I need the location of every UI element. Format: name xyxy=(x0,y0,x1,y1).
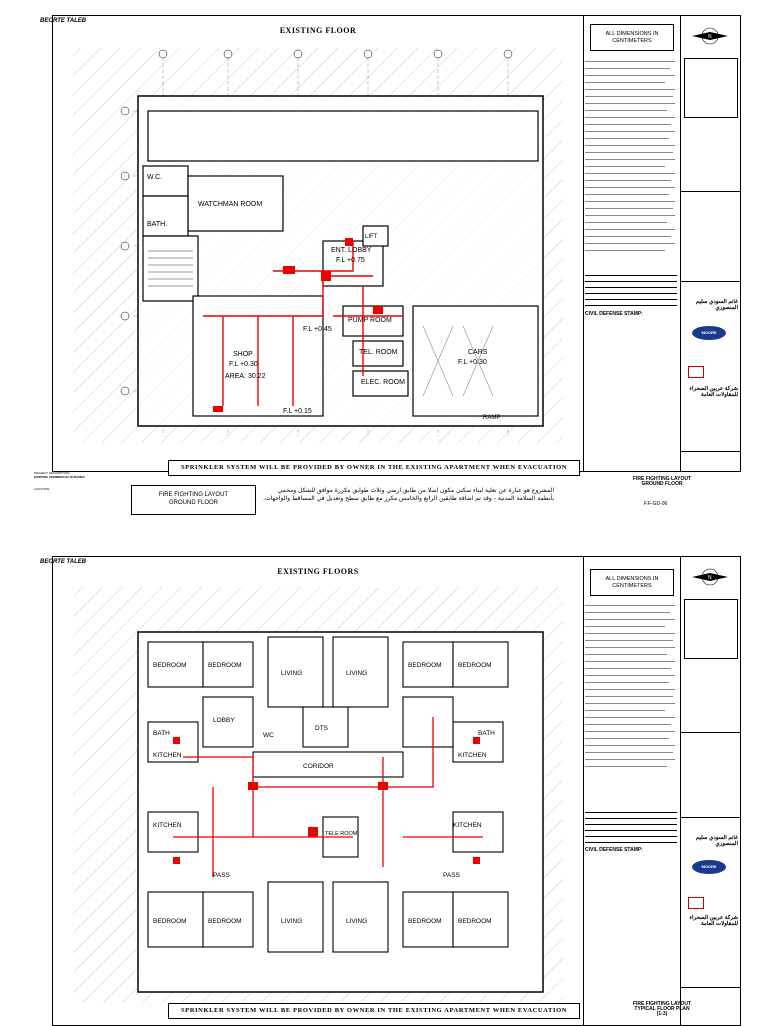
note-line xyxy=(585,201,675,202)
project-description-arabic: المشروع هو عبارة عن تعلية لبناء سكني مكون اصلا من طابق ارضي وثلاث طوابق مكررة موافق للشكل ومحمي بأنظمة السلامة المدنية - وقد تم اضافة طابقين الرابع والخامس مكرر مع طابق سطح وتعديل في المساقط والواجهات. xyxy=(263,487,554,502)
room-label-bedroom: BEDROOM xyxy=(153,918,187,925)
note-line xyxy=(585,752,673,753)
contractor-name: شركة عربين الصحراء للمقاولات العامة xyxy=(689,386,738,398)
note-line xyxy=(585,75,675,76)
project-label: PROJECT DESCRIPTION: xyxy=(34,471,71,475)
room-label-lobby: LOBBY xyxy=(213,717,235,724)
note-line xyxy=(585,675,675,676)
site-plan-box xyxy=(684,58,738,118)
room-label-pump: PUMP ROOM xyxy=(348,317,392,324)
location-label: LOCATION: xyxy=(34,487,50,491)
room-label-watchman: WATCHMAN ROOM xyxy=(198,201,263,208)
page-title xyxy=(632,1002,692,1017)
room-label-corridor: CORIDOR xyxy=(303,763,334,770)
note-line xyxy=(585,766,667,767)
firm-logo: BEORTE TALEB xyxy=(40,18,87,24)
symbols-box xyxy=(680,732,740,818)
note-line xyxy=(585,68,670,69)
contractor-logo-icon xyxy=(688,897,704,909)
plan-heading: EXISTING FLOORS xyxy=(277,567,359,576)
room-label-cars: CARS xyxy=(468,349,488,356)
room-label-tel: TEL. ROOM xyxy=(359,349,398,356)
room-label-shop: SHOP xyxy=(233,351,253,358)
note-line xyxy=(585,647,675,648)
sprinkler-note-banner: SPRINKLER SYSTEM WILL BE PROVIDED BY OWNER IN THE EXISTING APARTMENT WHEN EVACUATION xyxy=(168,460,580,476)
room-label-shop-area: AREA: 30.22 xyxy=(225,373,266,380)
note-line xyxy=(585,689,675,690)
note-line xyxy=(585,103,675,104)
page-title-line2: GROUND FLOOR xyxy=(641,481,683,487)
note-line xyxy=(585,138,669,139)
note-line xyxy=(585,131,675,132)
room-label-bedroom: BEDROOM xyxy=(458,662,492,669)
note-line xyxy=(585,215,675,216)
plan-title-line1: FIRE FIGHTING LAYOUT xyxy=(158,492,229,498)
stamp-column xyxy=(680,557,740,1025)
room-label-bedroom: BEDROOM xyxy=(208,918,242,925)
room-label-cars-level: F.L +0.30 xyxy=(458,359,487,366)
north-arrow-icon xyxy=(688,26,732,46)
project-description xyxy=(34,471,131,519)
drawing-sheet-typical-floor xyxy=(34,556,741,1024)
title-block xyxy=(582,556,741,1026)
project-name: EXISTING COMMERCIAL BUILDING xyxy=(34,475,85,479)
room-label-bedroom: BEDROOM xyxy=(153,662,187,669)
symbols-box xyxy=(680,191,740,282)
general-notes-panel xyxy=(582,557,681,1025)
room-label-lobby: ENT. LOBBY xyxy=(331,247,372,254)
title-block xyxy=(582,15,741,472)
note-line xyxy=(585,696,673,697)
note-line xyxy=(585,710,665,711)
room-label-ramp: RAMP xyxy=(483,415,501,421)
plan-title-box xyxy=(131,485,256,515)
page-title-line1: FIRE FIGHTING LAYOUT xyxy=(632,1001,692,1007)
note-line xyxy=(585,110,667,111)
north-arrow-icon xyxy=(688,567,732,587)
room-label-bath: BATH. xyxy=(147,221,168,228)
note-line xyxy=(585,208,673,209)
room-label-bedroom: BEDROOM xyxy=(408,662,442,669)
room-label-bedroom: BEDROOM xyxy=(208,662,242,669)
note-line xyxy=(585,668,671,669)
typical-floor-plan xyxy=(53,557,583,1025)
note-line xyxy=(585,117,675,118)
room-label-pass: PASS xyxy=(213,872,230,879)
note-line xyxy=(585,724,671,725)
note-line xyxy=(585,654,667,655)
note-line xyxy=(585,229,675,230)
plan-title-line2: GROUND FLOOR xyxy=(168,500,218,506)
note-line xyxy=(585,745,675,746)
consultant-logo: MOORE xyxy=(692,326,726,340)
dimensions-note: ALL DIMENSIONS IN CENTIMETERS xyxy=(590,569,674,596)
civil-defense-stamp-label: CIVIL DEFENSE STAMP: xyxy=(585,847,643,853)
note-line xyxy=(585,661,675,662)
owner-name: غانم السودي سليم المنصوري xyxy=(695,835,738,847)
note-line xyxy=(585,682,669,683)
room-label-lift: LIFT xyxy=(365,234,378,240)
page-title-line1: FIRE FIGHTING LAYOUT xyxy=(632,476,692,482)
firm-logo: BEORTE TALEB xyxy=(40,559,87,565)
room-label-shop-level: F.L +0.30 xyxy=(229,361,258,368)
note-line xyxy=(585,194,669,195)
page-title xyxy=(632,477,692,487)
note-line xyxy=(585,82,665,83)
room-label-living: LIVING xyxy=(346,670,368,677)
note-line xyxy=(585,180,671,181)
svg-text:N: N xyxy=(708,575,712,581)
legend-box xyxy=(680,121,740,192)
note-line xyxy=(585,703,675,704)
note-line xyxy=(585,633,675,634)
dimensions-note: ALL DIMENSIONS IN CENTIMETERS xyxy=(590,24,674,51)
note-line xyxy=(585,738,669,739)
room-label-wc: WC xyxy=(263,732,274,739)
note-line xyxy=(585,96,673,97)
contractor-logo-icon xyxy=(688,366,704,378)
room-label-kitchen: KITCHEN xyxy=(453,822,482,829)
room-label-kitchen: KITCHEN xyxy=(458,752,487,759)
note-line xyxy=(585,626,665,627)
revision-box xyxy=(680,932,740,988)
legend-box xyxy=(680,662,740,733)
note-line xyxy=(585,759,675,760)
room-label-bedroom: BEDROOM xyxy=(408,918,442,925)
note-line xyxy=(585,61,675,62)
contractor-name: شركة عربين الصحراء للمقاولات العامة xyxy=(689,915,738,927)
note-line xyxy=(585,145,675,146)
note-line xyxy=(585,236,671,237)
svg-text:N: N xyxy=(708,34,712,40)
note-line xyxy=(585,612,670,613)
note-line xyxy=(585,173,675,174)
ground-floor-plan xyxy=(53,16,583,471)
room-label-lobby-level: F.L +0.75 xyxy=(336,257,365,264)
site-plan-box xyxy=(684,599,738,659)
note-line xyxy=(585,124,671,125)
note-line xyxy=(585,89,675,90)
note-line xyxy=(585,222,667,223)
note-line xyxy=(585,152,673,153)
sprinkler-note-banner: SPRINKLER SYSTEM WILL BE PROVIDED BY OWNER IN THE EXISTING APARTMENT WHEN EVACUATION xyxy=(168,1003,580,1019)
note-line xyxy=(585,731,675,732)
plan-frame xyxy=(52,556,584,1026)
room-label-kitchen: KITCHEN xyxy=(153,752,182,759)
drawing-sheet-ground-floor xyxy=(34,15,741,520)
levels-table xyxy=(585,807,677,843)
room-label-tele: TELE ROOM xyxy=(325,831,358,837)
room-label-dts: DTS xyxy=(315,725,328,732)
owner-name: غانم السودي سليم المنصوري xyxy=(695,299,738,311)
page-title-line2: TYPICAL FLOOR PLAN (1-3) xyxy=(634,1006,690,1017)
room-label-living: LIVING xyxy=(281,918,303,925)
drawing-number: F.F-GD-06 xyxy=(644,501,668,507)
room-label-kitchen: KITCHEN xyxy=(153,822,182,829)
note-line xyxy=(585,243,675,244)
note-line xyxy=(585,605,675,606)
room-label-bath: BATH xyxy=(153,730,170,737)
room-label-elec: ELEC. ROOM xyxy=(361,379,405,386)
note-line xyxy=(585,717,675,718)
room-label-living: LIVING xyxy=(281,670,303,677)
stamp-column xyxy=(680,16,740,471)
level-label-015: F.L +0.15 xyxy=(283,408,312,415)
note-line xyxy=(585,159,675,160)
level-label-045: F.L +0.45 xyxy=(303,326,332,333)
room-label-bedroom: BEDROOM xyxy=(458,918,492,925)
civil-defense-stamp-label: CIVIL DEFENSE STAMP: xyxy=(585,311,643,317)
note-line xyxy=(585,187,675,188)
levels-table xyxy=(585,270,677,306)
room-label-bath: BATH xyxy=(478,730,495,737)
plan-heading: EXISTING FLOOR xyxy=(279,26,357,35)
plan-frame xyxy=(52,15,584,472)
note-line xyxy=(585,640,673,641)
note-line xyxy=(585,250,665,251)
note-line xyxy=(585,619,675,620)
room-label-wc: W.C. xyxy=(147,174,163,181)
room-label-living: LIVING xyxy=(346,918,368,925)
room-label-pass: PASS xyxy=(443,872,460,879)
note-line xyxy=(585,166,665,167)
revision-box xyxy=(680,401,740,452)
general-notes-panel xyxy=(582,16,681,471)
consultant-logo: MOORE xyxy=(692,860,726,874)
